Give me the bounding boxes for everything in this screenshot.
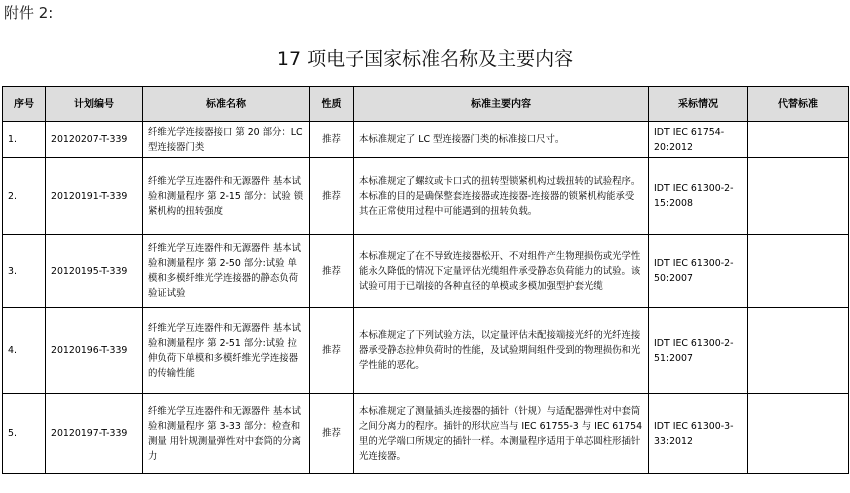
row-replaced-standard [748,394,849,474]
table-row [3,308,849,394]
row-index: 3. [3,235,46,308]
row-nature: 推荐 [310,394,354,474]
row-adoption: IDT IEC 61300-2-50:2007 [649,235,748,308]
row-plan-number: 20120191-T-339 [46,158,143,235]
row-index: 1. [3,122,46,158]
row-standard-name: 纤维光学连接器接口 第 20 部分：LC 型连接器门类 [143,122,310,158]
row-standard-name: 纤维光学互连器件和无源器件 基本试验和测量程序 第 2-50 部分:试验 单模和多模纤维光学连接器的静态负荷验证试验 [143,235,310,308]
table-row [3,158,849,235]
row-plan-number: 20120207-T-339 [46,122,143,158]
header-plan-number: 计划编号 [46,87,143,122]
row-adoption: IDT IEC 61300-2-51:2007 [649,308,748,394]
row-main-content: 本标准规定了测量插头连接器的插针（针规）与适配器弹性对中套筒之间分离力的程序。插针的形状应当与 IEC 61755-3 与 IEC 61754 里的光学端口所规定的插针一样。本测量程序适用于单芯圆柱形插针光连接器。 [354,394,649,474]
row-index: 5. [3,394,46,474]
row-standard-name: 纤维光学互连器件和无源器件 基本试验和测量程序 第 3-33 部分：检查和测量 用针规测量弹性对中套筒的分离力 [143,394,310,474]
row-main-content: 本标准规定了螺纹或卡口式的扭转型锁紧机构过载扭转的试验程序。本标准的目的是确保整套连接器或连接器-连接器的锁紧机构能承受其在正常使用过程中可能遇到的扭转负载。 [354,158,649,235]
row-plan-number: 20120196-T-339 [46,308,143,394]
row-plan-number: 20120197-T-339 [46,394,143,474]
header-standard-name: 标准名称 [143,87,310,122]
row-nature: 推荐 [310,308,354,394]
table-row [3,122,849,158]
header-main-content: 标准主要内容 [354,87,649,122]
row-index: 2. [3,158,46,235]
row-plan-number: 20120195-T-339 [46,235,143,308]
row-main-content: 本标准规定了在不导致连接器松开、不对组件产生物理损伤或光学性能永久降低的情况下定量评估光缆组件承受静态负荷能力的试验。该试验可用于已端接的各种直径的单模或多模加强型护套光缆 [354,235,649,308]
row-adoption: IDT IEC 61754-20:2012 [649,122,748,158]
row-replaced-standard [748,235,849,308]
row-nature: 推荐 [310,158,354,235]
row-index: 4. [3,308,46,394]
header-replaced-standard: 代替标准 [748,87,849,122]
row-main-content: 本标准规定了 LC 型连接器门类的标准接口尺寸。 [354,122,649,158]
row-nature: 推荐 [310,235,354,308]
row-replaced-standard [748,158,849,235]
row-replaced-standard [748,122,849,158]
row-standard-name: 纤维光学互连器件和无源器件 基本试验和测量程序 第 2-15 部分：试验 锁紧机构的扭转强度 [143,158,310,235]
row-adoption: IDT IEC 61300-3-33:2012 [649,394,748,474]
attachment-label: 附件 2: [4,4,54,22]
row-replaced-standard [748,308,849,394]
row-standard-name: 纤维光学互连器件和无源器件 基本试验和测量程序 第 2-51 部分:试验 拉伸负荷下单模和多模纤维光学连接器的传输性能 [143,308,310,394]
standards-table [2,86,849,474]
table-row [3,235,849,308]
header-row [3,87,849,122]
header-adoption: 采标情况 [649,87,748,122]
row-adoption: IDT IEC 61300-2-15:2008 [649,158,748,235]
row-nature: 推荐 [310,122,354,158]
header-index: 序号 [3,87,46,122]
header-nature: 性质 [310,87,354,122]
table-row [3,394,849,474]
document-title: 17 项电子国家标准名称及主要内容 [276,48,574,70]
row-main-content: 本标准规定了下列试验方法，以定量评估未配接端接光纤的光纤连接器承受静态拉伸负荷时的性能，及试验期间组件受到的物理损伤和光学性能的恶化。 [354,308,649,394]
